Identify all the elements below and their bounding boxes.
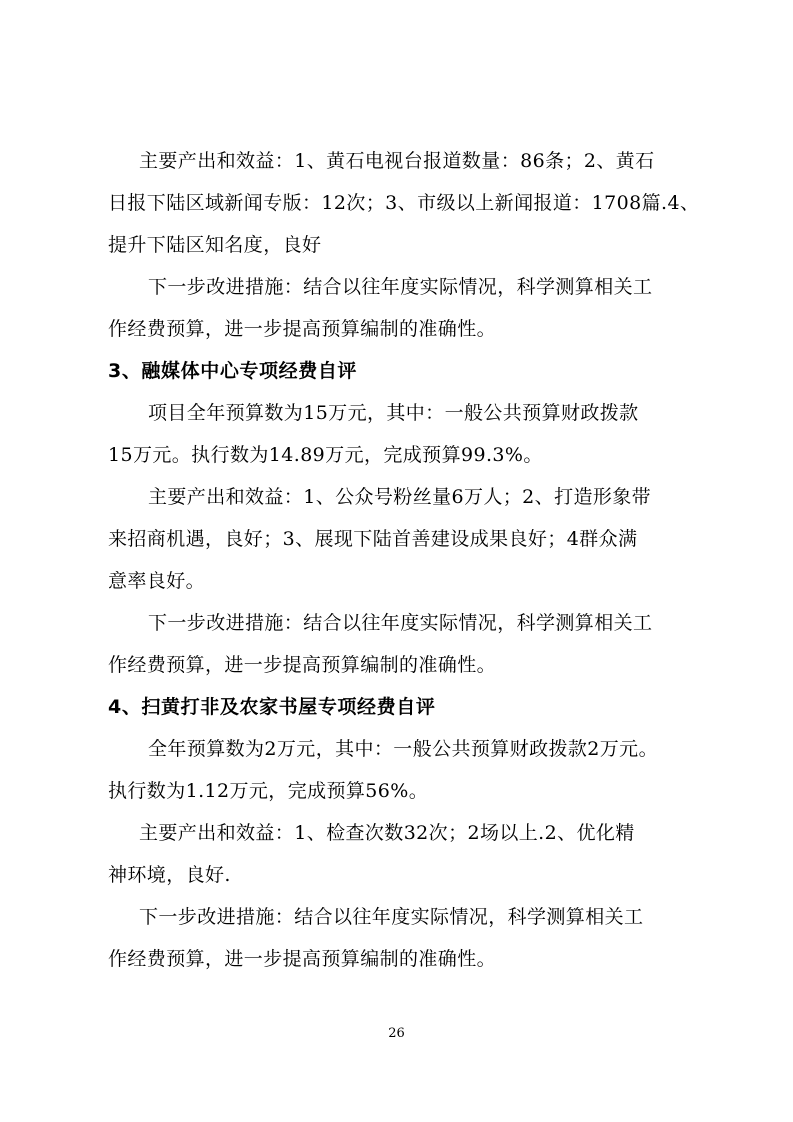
paragraph-line: 执行数为1.12万元，完成预算56%。 [108, 780, 429, 802]
paragraph-line: 提升下陆区知名度，良好 [108, 234, 322, 256]
paragraph-line: 下一步改进措施：结合以往年度实际情况，科学测算相关工 [139, 906, 644, 928]
paragraph-line: 15万元。执行数为14.89万元，完成预算99.3%。 [108, 444, 543, 466]
paragraph-line: 主要产出和效益：1、公众号粉丝量6万人；2、打造形象带 [148, 486, 652, 508]
paragraph-line: 项目全年预算数为15万元，其中：一般公共预算财政拨款 [148, 402, 639, 424]
paragraph-line: 作经费预算，进一步提高预算编制的准确性。 [108, 654, 497, 676]
paragraph-line: 下一步改进措施：结合以往年度实际情况，科学测算相关工 [148, 612, 653, 634]
paragraph-line: 作经费预算，进一步提高预算编制的准确性。 [108, 948, 497, 970]
paragraph-line: 来招商机遇，良好；3、展现下陆首善建设成果良好；4群众满 [108, 528, 638, 550]
paragraph-line: 主要产出和效益：1、检查次数32次；2场以上.2、优化精 [139, 822, 635, 844]
page-number: 26 [388, 1026, 405, 1041]
paragraph-line: 神环境，良好. [108, 864, 231, 886]
paragraph-line: 下一步改进措施：结合以往年度实际情况，科学测算相关工 [148, 276, 653, 298]
paragraph-line: 日报下陆区域新闻专版：12次；3、市级以上新闻报道：1708篇.4、 [108, 192, 700, 214]
paragraph-line: 意率良好。 [108, 570, 206, 592]
section-heading: 4、扫黄打非及农家书屋专项经费自评 [108, 696, 436, 718]
section-heading: 3、融媒体中心专项经费自评 [108, 360, 358, 382]
paragraph-line: 全年预算数为2万元，其中：一般公共预算财政拨款2万元。 [148, 738, 658, 760]
paragraph-line: 主要产出和效益：1、黄石电视台报道数量：86条；2、黄石 [139, 150, 655, 172]
paragraph-line: 作经费预算，进一步提高预算编制的准确性。 [108, 318, 497, 340]
